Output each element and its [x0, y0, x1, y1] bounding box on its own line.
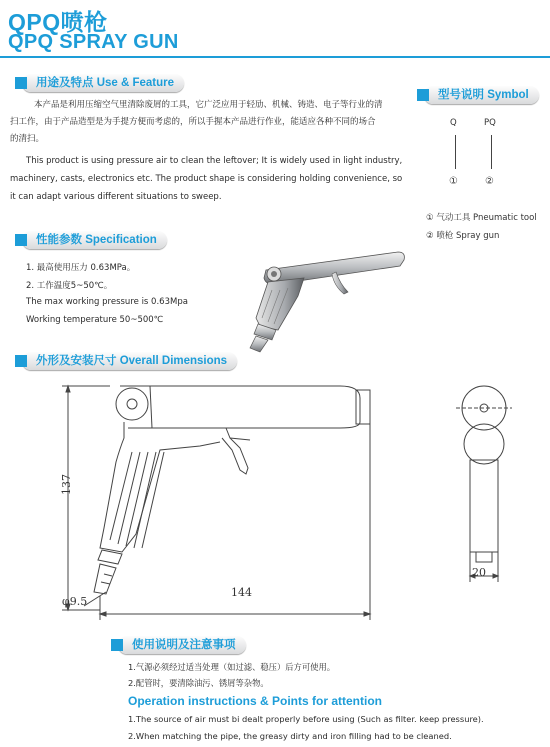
page-title-en: QPQ SPRAY GUN [8, 31, 179, 53]
symbol-circle-1: ① [449, 176, 458, 187]
spec-line-2: 2. 工作温度5~50℃。 [26, 281, 113, 291]
symbol-code-pq: PQ [484, 118, 496, 128]
use-feature-cn-line-1: 本产品是利用压缩空气里清除废屑的工具，它广泛应用于轻劢、机械、铸造、电子等行业的清 [34, 100, 383, 110]
heading-marker [15, 77, 27, 89]
dim-width-label: 20 [472, 566, 486, 579]
instructions-heading-en: Operation instructions & Points for attention [128, 694, 383, 708]
use-feature-en-line-3: it can adapt various different situations to sweep. [10, 192, 222, 202]
symbol-circle-2: ② [485, 176, 494, 187]
front-view-drawing [440, 378, 530, 588]
instruction-en-line-2: 2.When matching the pipe, the greasy dirty and iron filling had to be cleaned. [128, 731, 452, 741]
heading-marker [15, 234, 27, 246]
heading-marker [15, 355, 27, 367]
dimensions-heading-text: 外形及安装尺寸 Overall Dimensions [36, 355, 228, 367]
symbol-code-q: Q [450, 118, 457, 128]
instructions-heading-cn [118, 636, 246, 654]
side-view-drawing [40, 378, 400, 628]
dim-diameter-label: φ9.5 [62, 595, 88, 608]
heading-marker [417, 89, 429, 101]
specification-heading [22, 231, 167, 249]
page-title-cn: QPQ喷枪 [8, 9, 108, 35]
use-feature-heading [22, 74, 184, 92]
symbol-legend-2: ② 喷枪 Spray gun [426, 231, 500, 241]
spec-line-3: The max working pressure is 0.63Mpa [26, 297, 188, 307]
symbol-legend-1: ① 气动工具 Pneumatic tool [426, 213, 537, 223]
use-feature-en-line-1: This product is using pressure air to clean the leftover; It is widely used in light industry, [26, 156, 403, 166]
dim-height-label: 137 [60, 474, 73, 495]
use-feature-heading-text: 用途及特点 Use & Feature [36, 77, 175, 89]
use-feature-cn-line-2: 扫工作，由于产品造型是为手提方便而考虑的，所以手握本产品进行作业，能适应各种不同的场合 [10, 117, 376, 127]
spray-gun-photo [238, 248, 408, 358]
use-feature-cn-line-3: 的清扫。 [10, 134, 45, 144]
instruction-cn-line-1: 1.气源必须经过适当处理（如过滤、稳压）后方可使用。 [128, 662, 336, 672]
instruction-cn-line-2: 2.配管时，要清除油污、锈屑等杂物。 [128, 678, 269, 688]
symbol-heading-text: 型号说明 Symbol [438, 89, 529, 101]
instruction-en-line-1: 1.The source of air must bi dealt properly before using (Such as filter. keep pressure). [128, 714, 484, 724]
instructions-heading-cn-text: 使用说明及注意事项 [132, 639, 236, 651]
spec-line-1: 1. 最高使用压力 0.63MPa。 [26, 263, 136, 273]
dim-length-label: 144 [231, 586, 252, 599]
header-divider [0, 56, 550, 58]
specification-heading-text: 性能参数 Specification [36, 234, 157, 246]
symbol-line-2 [491, 135, 492, 169]
dimensions-heading [22, 352, 237, 370]
symbol-heading [424, 86, 539, 104]
spec-line-4: Working temperature 50~500℃ [26, 315, 164, 325]
heading-marker [111, 639, 123, 651]
symbol-line-1 [455, 135, 456, 169]
use-feature-en-line-2: machinery, casts, electronics etc. The product shape is considering holding convenience, so [10, 174, 403, 184]
